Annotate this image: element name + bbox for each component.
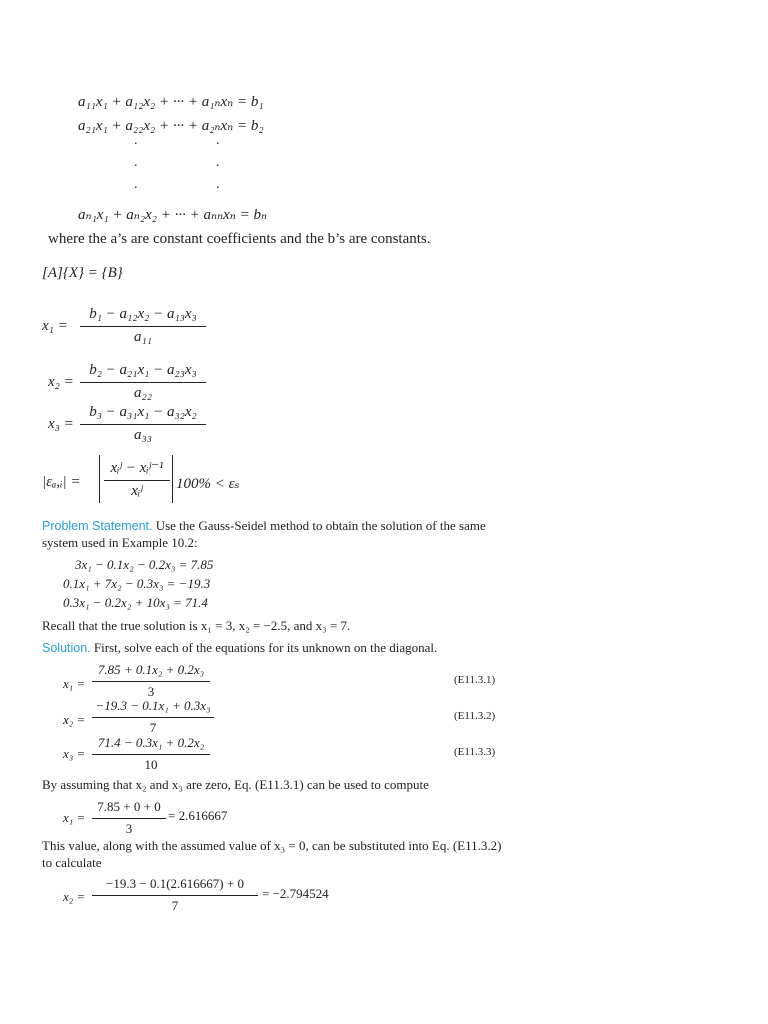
e1-fraction xyxy=(92,662,210,700)
e3-numerator: 71.4 − 0.3x₁ + 0.2x₂ xyxy=(97,735,205,750)
general-equation-row-2: a₂₁x₁ + a₂₂x₂ + ··· + a₂ₙxₙ = b₂ xyxy=(78,118,264,134)
abs-bar-left xyxy=(99,455,100,503)
problem-heading: Problem Statement. xyxy=(42,519,153,533)
solution-heading: Solution. xyxy=(42,641,91,655)
error-denominator: xᵢʲ xyxy=(131,483,143,499)
c1-numerator: 7.85 + 0 + 0 xyxy=(97,799,161,814)
problem-statement xyxy=(42,518,486,534)
ellipsis-dot: . xyxy=(216,177,220,192)
system-equation-1: 3x₁ − 0.1x₂ − 0.2x₃ = 7.85 xyxy=(75,557,214,572)
x2-lhs: x₂ = xyxy=(48,374,74,390)
ellipsis-dot: . xyxy=(216,155,220,170)
value-text-line-1: This value, along with the assumed value of x₃ = 0, can be substituted into Eq. (E11.3.2) xyxy=(42,838,502,853)
equation-label-e11-3-2: (E11.3.2) xyxy=(454,710,496,722)
x2-fraction xyxy=(80,362,206,402)
x1-denominator: a₁₁ xyxy=(134,329,152,345)
c2-fraction xyxy=(92,876,258,914)
c2-numerator: −19.3 − 0.1(2.616667) + 0 xyxy=(106,876,244,891)
x1-numerator: b₁ − a₁₂x₂ − a₁₃x₃ xyxy=(89,306,197,322)
value-text-line-2: to calculate xyxy=(42,855,102,870)
e2-numerator: −19.3 − 0.1x₁ + 0.3x₃ xyxy=(95,698,211,713)
c2-result: = −2.794524 xyxy=(262,886,329,901)
x1-fraction xyxy=(80,306,206,346)
e2-lhs: x₂ = xyxy=(63,712,86,727)
ellipsis-dot: . xyxy=(134,133,138,148)
error-fraction xyxy=(104,458,170,500)
e1-numerator: 7.85 + 0.1x₂ + 0.2x₃ xyxy=(97,662,205,677)
c1-fraction xyxy=(92,799,166,837)
x1-lhs: x₁ = xyxy=(42,318,68,334)
x2-denominator: a₂₂ xyxy=(134,385,152,401)
e3-denominator: 10 xyxy=(144,757,158,772)
x3-fraction xyxy=(80,404,206,444)
e1-lhs: x₁ = xyxy=(63,676,86,691)
solution-text: First, solve each of the equations for its unknown on the diagonal. xyxy=(93,640,438,655)
recall-text: Recall that the true solution is x₁ = 3, x₂ = −2.5, and x₃ = 7. xyxy=(42,618,351,633)
ellipsis-dot: . xyxy=(134,155,138,170)
error-numerator: xᵢʲ − xᵢʲ⁻¹ xyxy=(110,460,164,476)
equation-label-e11-3-3: (E11.3.3) xyxy=(454,746,496,758)
c2-lhs: x₂ = xyxy=(63,889,86,904)
general-equation-row-1: a₁₁x₁ + a₁₂x₂ + ··· + a₁ₙxₙ = b₁ xyxy=(78,94,264,110)
e2-fraction xyxy=(92,698,214,736)
c2-denominator: 7 xyxy=(171,898,179,913)
system-equation-3: 0.3x₁ − 0.2x₂ + 10x₃ = 71.4 xyxy=(63,595,208,610)
e3-fraction xyxy=(92,735,210,773)
e3-lhs: x₃ = xyxy=(63,746,86,761)
general-equation-row-n: aₙ₁x₁ + aₙ₂x₂ + ··· + aₙₙxₙ = bₙ xyxy=(78,207,268,223)
equation-label-e11-3-1: (E11.3.1) xyxy=(454,674,496,686)
c1-lhs: x₁ = xyxy=(63,810,86,825)
error-lhs: |εₐ,ᵢ| = xyxy=(42,474,81,490)
abs-bar-right xyxy=(172,455,173,503)
c1-result: = 2.616667 xyxy=(168,808,228,823)
assume-text: By assuming that x₂ and x₃ are zero, Eq. (E11.3.1) can be used to compute xyxy=(42,777,429,792)
e1-denominator: 3 xyxy=(147,684,155,699)
x2-numerator: b₂ − a₂₁x₁ − a₂₃x₃ xyxy=(89,362,197,378)
problem-text-line-1: Use the Gauss-Seidel method to obtain the solution of the same xyxy=(155,518,486,533)
x3-lhs: x₃ = xyxy=(48,416,74,432)
ellipsis-dot: . xyxy=(134,177,138,192)
x3-denominator: a₃₃ xyxy=(134,427,152,443)
problem-text-line-2: system used in Example 10.2: xyxy=(42,535,198,550)
ellipsis-dot: . xyxy=(216,133,220,148)
solution-intro xyxy=(42,640,437,656)
e2-denominator: 7 xyxy=(149,720,157,735)
c1-denominator: 3 xyxy=(125,821,133,836)
where-text: where the a’s are constant coefficients and the b’s are constants. xyxy=(48,231,431,247)
system-equation-2: 0.1x₁ + 7x₂ − 0.3x₃ = −19.3 xyxy=(63,576,211,591)
x3-numerator: b₃ − a₃₁x₁ − a₃₂x₂ xyxy=(89,404,197,420)
error-rhs: 100% < εₛ xyxy=(176,476,240,492)
matrix-form-equation: [A]{X} = {B} xyxy=(42,265,123,281)
